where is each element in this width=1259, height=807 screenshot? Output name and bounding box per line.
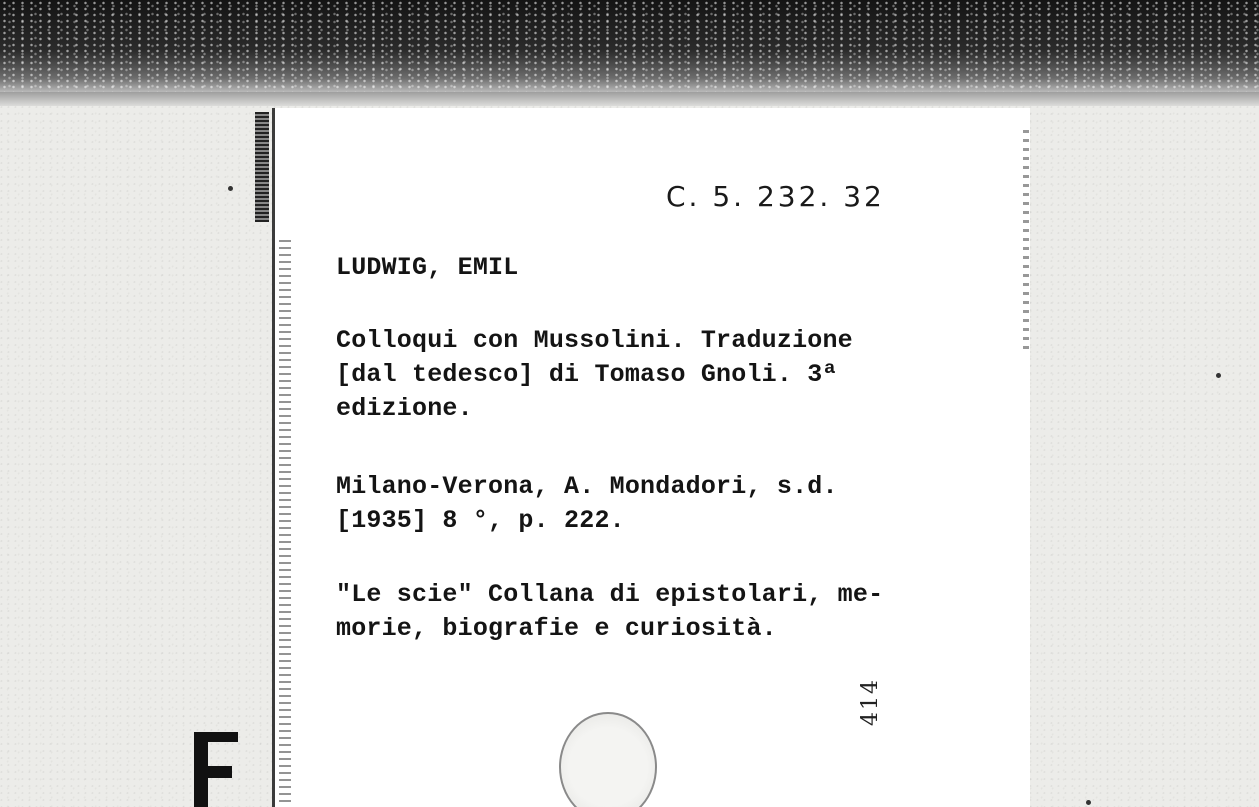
letter-f-tab-icon — [190, 726, 246, 807]
speck — [228, 186, 233, 191]
shelfmark: C. 5. 232. 32 — [666, 180, 885, 213]
title-block — [336, 324, 853, 426]
imprint-line: [1935] 8 °, p. 222. — [336, 506, 625, 535]
title-line: [dal tedesco] di Tomaso Gnoli. 3ª — [336, 360, 838, 389]
imprint-line: Milano-Verona, A. Mondadori, s.d. — [336, 472, 838, 501]
series-line: morie, biografie e curiosità. — [336, 614, 777, 643]
card-left-edge-marks — [279, 240, 291, 807]
index-card — [272, 108, 1030, 807]
card-right-edge-marks — [1023, 130, 1029, 350]
imprint-block — [336, 470, 838, 538]
speck — [1216, 373, 1221, 378]
title-line: edizione. — [336, 394, 473, 423]
series-note — [336, 578, 883, 646]
scanner-edge — [0, 92, 1259, 106]
title-line: Colloqui con Mussolini. Traduzione — [336, 326, 853, 355]
scanner-top-strip — [0, 0, 1259, 92]
series-line: "Le scie" Collana di epistolari, me- — [336, 580, 884, 609]
card-binding-strip — [255, 112, 269, 222]
stamp-number: 414 — [858, 678, 883, 726]
author-heading: LUDWIG, EMIL — [336, 253, 519, 282]
speck — [1086, 800, 1091, 805]
